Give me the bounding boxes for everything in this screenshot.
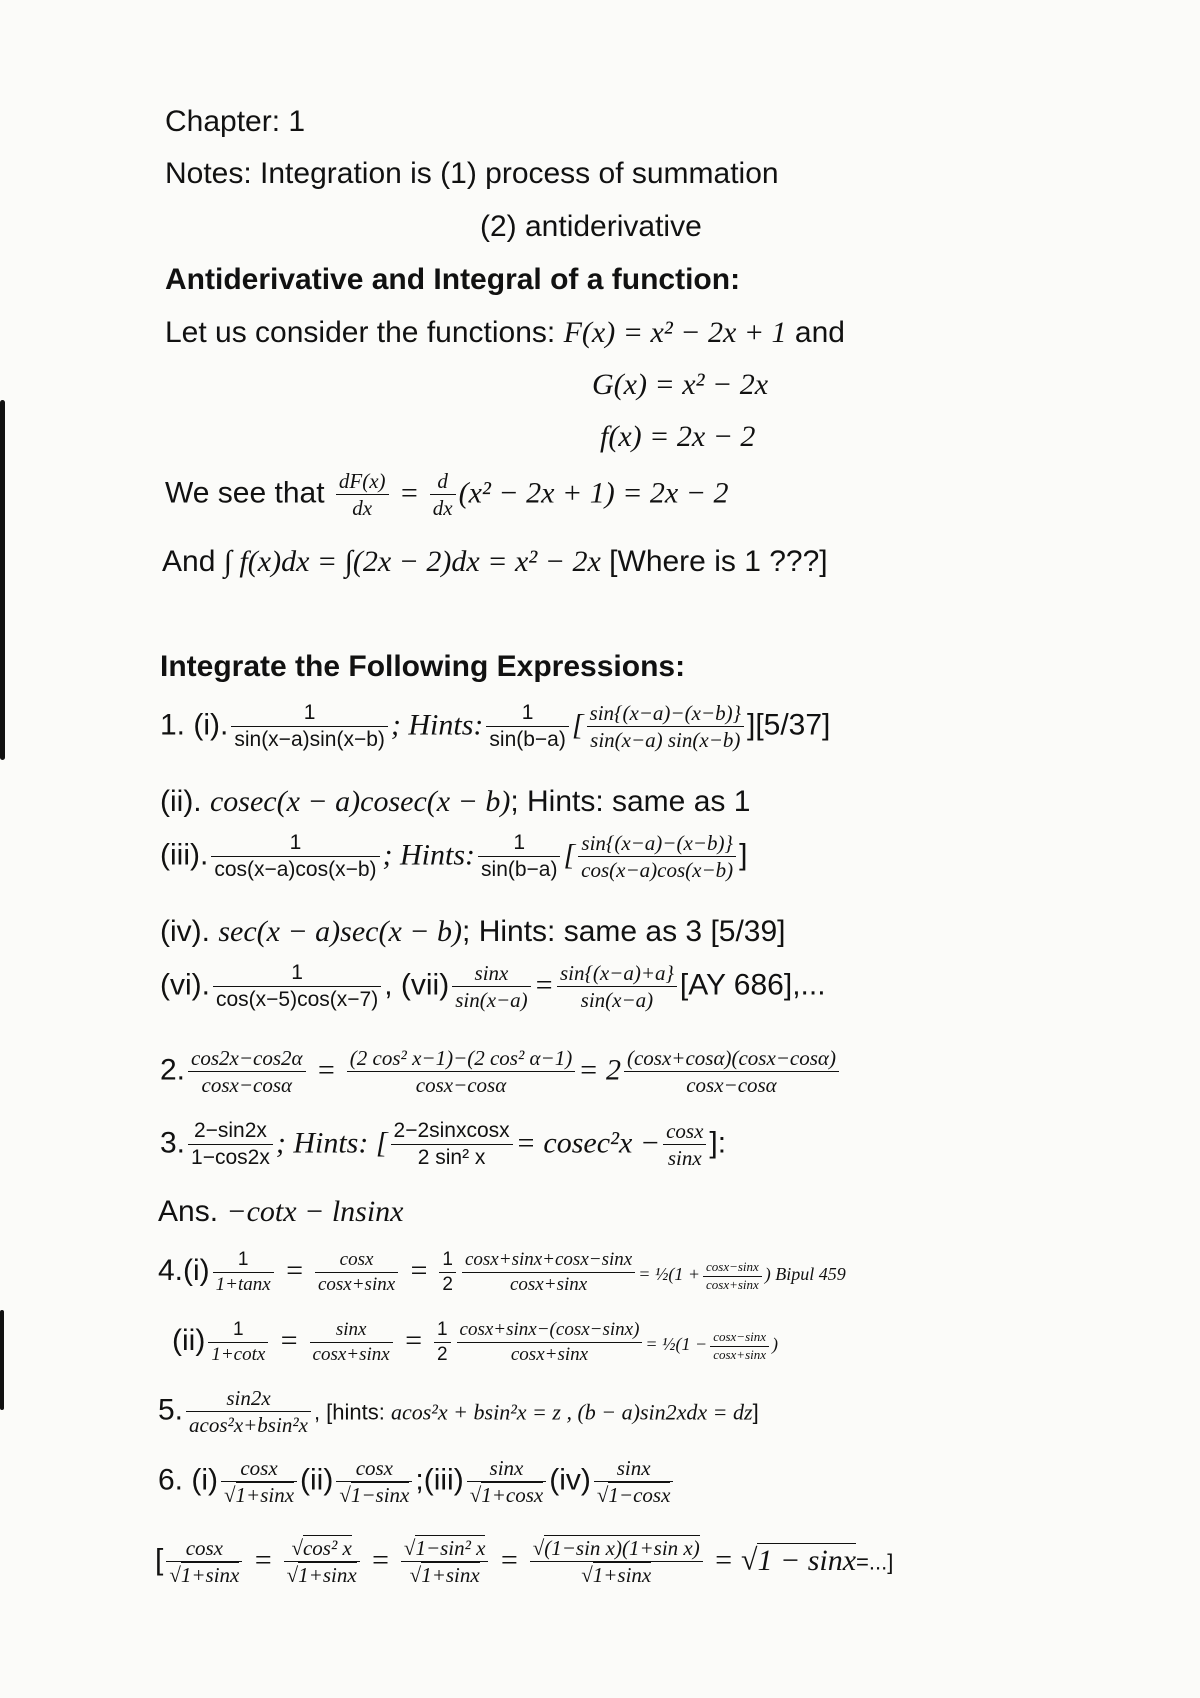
F-definition: F(x) = x² − 2x + 1 (563, 316, 787, 349)
continuation: =...] (856, 1549, 894, 1575)
fraction-denominator: 2 (442, 1273, 453, 1295)
problem-label: (vi). (160, 968, 210, 1002)
equals-sign: = (533, 968, 554, 1002)
fraction-numerator: cosx (166, 1535, 242, 1562)
problem-4-ii: (ii) $\frac{1}{1+\cot x}$ = $\frac{\sin x}{\cos x+\sin x}$ = $\frac{1}{2}$ $\frac{\cos x+\sin x-(\cos x-\sin x)}{\cos x+\sin x}$ = ½(1 − $\frac{\cos x-\sin x}{\cos x+\sin x}$ ) (172, 1319, 779, 1365)
part-label: (iv) (549, 1463, 591, 1497)
we-see-that: We see that (165, 476, 333, 510)
fraction-denominator: sin(x−a)sin(x−b) (234, 728, 385, 752)
fraction-denominator: cosx+sinx (510, 1343, 589, 1365)
problem-3 (160, 1118, 726, 1172)
fraction-denominator: sin(x−a) (580, 988, 654, 1013)
hints-label: ; Hints: (382, 838, 476, 872)
fraction-numerator: cosx (663, 1118, 706, 1145)
fraction-denominator: cosx+sinx (713, 1346, 767, 1362)
fraction-denominator: 1−cosx (608, 1483, 671, 1508)
problem-1-iii: (iii). $\frac{1}{\cos(x-a)\cos(x-b)}$ ; Hints: $\frac{1}{\sin(b-a)}$ [ $\frac{\sin\{(x-a)-(x-b)\}}{\cos(x-a)\cos(x-b)}$ ] (160, 831, 748, 883)
half-factor: = ½(1 − (645, 1334, 708, 1355)
bracket: [ (155, 1543, 164, 1577)
notes-line-1: Notes: Integration is (1) process of summation (165, 157, 779, 190)
fraction-numerator: sin{(x−a)+a} (557, 960, 677, 987)
fraction-numerator: 1 (213, 1248, 274, 1273)
fraction-numerator: 1 (434, 1318, 451, 1343)
bracket: ) (772, 1334, 779, 1355)
problem-math: cosec(x − a)cosec(x − b) (209, 785, 511, 818)
where-note: [Where is 1 ???] (600, 545, 828, 578)
part-label: ;(iii) (415, 1463, 464, 1497)
d-numerator: d (430, 468, 456, 495)
problem-1-ii (160, 785, 750, 820)
problem-6-solution: [ $\frac{\cos x}{√1+\sin x}$ = $\frac{\text{√cos² x}}{√1+\sin x}$ = $\frac{\text{√1−sin² x}}{√1+\sin x}$ = $\frac{\text{√(1−sin x)(1+sin x)}}{√1+\sin x}$ = √1 − sinx=...] (155, 1536, 894, 1588)
fraction-denominator: 1+cosx (481, 1483, 544, 1508)
fraction-numerator: cosx (336, 1455, 412, 1482)
hints-label: ; Hints: (390, 708, 484, 742)
reference: ][5/37] (746, 708, 831, 742)
derivative-line: We see that $\frac{dF(x)}{dx}$ = $\frac{d}{dx}$ (x² − 2x + 1) = 2x − 2 (165, 469, 729, 521)
problem-2: 2. $\frac{\cos 2x-\cos 2\alpha}{\cos x-\cos\alpha}$ = $\frac{\text{(2 cos² x−1)−(2 cos² α−1)}}{\cos x-\cos\alpha}$ = 2 $\frac{(\cos x+\cos\alpha)(\cos x-\cos\alpha)}{\cos x-\cos\alpha}$ (160, 1045, 842, 1099)
half-factor: = ½(1 + (638, 1264, 700, 1285)
fraction-numerator: cosx−sinx (710, 1329, 769, 1346)
fraction-numerator: (2 cos² x−1)−(2 cos² α−1) (347, 1045, 575, 1072)
problem-6: 6. (i) $\frac{\cos x}{√1+\sin x}$ (ii) $\frac{\cos x}{√1-\sin x}$ ;(iii) $\frac{\sin x}{√1+\cos x}$ (iv) $\frac{\sin x}{√1-\cos x}$ (158, 1455, 676, 1509)
problem-3-answer (158, 1195, 404, 1230)
fraction-denominator: 1−sinx (350, 1483, 410, 1508)
fraction-numerator: 1 (478, 830, 560, 857)
fraction-numerator: sinx (310, 1318, 393, 1343)
fraction-denominator: sin(x−a) (455, 988, 528, 1013)
problem-label: 3. (160, 1126, 186, 1160)
fraction-numerator: sinx (452, 960, 531, 987)
fraction-denominator: cos(x−a)cos(x−b) (214, 858, 377, 882)
integral-math: ∫ f(x)dx = ∫(2x − 2)dx = x² − 2x (223, 545, 601, 578)
fraction-denominator: sinx (667, 1146, 702, 1171)
coefficient: = 2 (578, 1053, 621, 1087)
fraction-denominator: acos²x+bsin²x (189, 1413, 308, 1438)
fraction-numerator: 2−sin2x (188, 1118, 273, 1145)
problem-5 (158, 1385, 759, 1439)
result-math: 1 − sinx (757, 1543, 857, 1577)
fraction-denominator: 1+sinx (592, 1563, 652, 1588)
problem-label: (iv). (160, 915, 219, 948)
reference: [AY 686],... (679, 968, 826, 1002)
fraction-denominator: 1+tanx (215, 1273, 271, 1295)
fraction-denominator: 1+cotx (211, 1343, 266, 1365)
hint-text: ; Hints: same as 3 [5/39] (462, 915, 786, 948)
problem-label: 1. (i). (160, 708, 229, 742)
separator: , (vii) (384, 968, 450, 1002)
fraction-numerator: cosx (221, 1455, 297, 1482)
fraction-denominator: cos(x−a)cos(x−b) (581, 858, 734, 883)
fraction-denominator: sin(b−a) (489, 728, 566, 752)
hint-text: ; Hints: same as 1 (510, 785, 751, 818)
fraction-numerator: cosx+sinx−(cosx−sinx) (457, 1318, 643, 1343)
fraction-numerator: 2−2sinxcosx (391, 1118, 513, 1145)
fraction-numerator: cos² x (302, 1536, 352, 1560)
problem-label: 4.(i) (158, 1254, 210, 1288)
section-heading: Integrate the Following Expressions: (160, 650, 686, 683)
fraction-denominator: cosx+sinx (312, 1343, 390, 1365)
answer-label: Ans. (158, 1195, 227, 1228)
fraction-denominator: cosx−cosα (201, 1073, 293, 1098)
fraction-denominator: 1+sinx (298, 1563, 357, 1588)
fraction-denominator: cosx−cosα (686, 1073, 777, 1098)
fraction-numerator: sin2x (186, 1385, 311, 1412)
bracket: ]: (709, 1126, 727, 1160)
fraction-numerator: sinx (467, 1455, 547, 1482)
dx-denominator: dx (432, 496, 453, 521)
fraction-denominator: cosx+sinx (705, 1276, 759, 1292)
fraction-numerator: sin{(x−a)−(x−b)} (578, 830, 736, 857)
dx-denominator: dx (352, 496, 373, 521)
fraction-numerator: 1 (211, 830, 379, 857)
bracket: ] (752, 1399, 759, 1425)
bracket: ) (764, 1264, 771, 1285)
fraction-denominator: sin(b−a) (481, 858, 558, 882)
fraction-numerator: (cosx+cosα)(cosx−cosα) (624, 1045, 839, 1072)
fraction-numerator: cos2x−cos2α (188, 1045, 306, 1072)
bracket: ] (739, 838, 748, 872)
problem-4-i: 4.(i) $\frac{1}{1+\tan x}$ = $\frac{\cos x}{\cos x+\sin x}$ = $\frac{1}{2}$ $\frac{\cos x+\sin x+\cos x-\sin x}{\cos x+\sin x}$ = ½(1 + $\frac{\cos x-\sin x}{\cos x+\sin x}$ ) Bipul 459 (158, 1249, 846, 1295)
problem-label: (ii) (172, 1324, 206, 1358)
G-definition: G(x) = x² − 2x (592, 368, 769, 401)
left-edge-mark (0, 400, 5, 760)
fraction-numerator: 1 (439, 1248, 456, 1273)
fraction-numerator: 1 (213, 960, 381, 987)
fraction-denominator: 2 (436, 1343, 448, 1365)
and-word: and (786, 316, 845, 349)
fraction-denominator: cos(x−5)cos(x−7) (215, 988, 379, 1012)
hints-math: acos²x + bsin²x = z , (b − a)sin2xdx = dz (390, 1399, 753, 1425)
consider-text: Let us consider the functions: (165, 316, 564, 349)
hints-label: , [hints: (313, 1399, 391, 1425)
problem-1-vi (160, 960, 826, 1014)
fraction-numerator: cosx (315, 1248, 398, 1273)
fraction-denominator: cosx+sinx (317, 1273, 396, 1295)
fraction-numerator: 1 (208, 1318, 268, 1343)
fraction-numerator: (1−sin x)(1+sin x) (544, 1536, 700, 1560)
fraction-denominator: 1+sinx (180, 1563, 240, 1588)
problem-label: 5. (158, 1393, 184, 1427)
left-edge-mark (0, 1310, 4, 1410)
chapter-title: Chapter: 1 (165, 105, 306, 138)
fraction-denominator: cosx+sinx (509, 1273, 588, 1295)
hints-label: ; Hints: [ (275, 1126, 388, 1160)
fraction-denominator: 1+sinx (421, 1563, 480, 1588)
problem-1-iv (160, 915, 786, 950)
problem-math: = cosec²x − (515, 1126, 661, 1160)
fraction-numerator: 1 (486, 700, 568, 727)
fraction-numerator: cosx−sinx (703, 1259, 762, 1276)
dF-numerator: dF(x) (336, 468, 389, 495)
f-definition: f(x) = 2x − 2 (600, 420, 756, 453)
part-label: (ii) (300, 1463, 334, 1497)
fraction-denominator: 1+sinx (235, 1483, 295, 1508)
problem-label: (iii). (160, 838, 209, 872)
answer-math: −cotx − lnsinx (226, 1195, 404, 1228)
fraction-denominator: cosx−cosα (415, 1073, 507, 1098)
reference: Bipul 459 (775, 1264, 846, 1285)
fraction-denominator: sin(x−a) sin(x−b) (590, 728, 741, 753)
fraction-numerator: 1 (231, 700, 388, 727)
problem-label: 6. (i) (158, 1463, 218, 1497)
fraction-numerator: cosx+sinx+cosx−sinx (462, 1248, 635, 1273)
fraction-denominator: 1−cos2x (191, 1146, 270, 1170)
fraction-numerator: 1−sin² x (415, 1536, 486, 1560)
notes-line-2: (2) antiderivative (480, 210, 702, 243)
problem-math: sec(x − a)sec(x − b) (218, 915, 463, 948)
fraction-numerator: sin{(x−a)−(x−b)} (587, 700, 744, 727)
consider-line (165, 316, 845, 351)
and-label: And (162, 545, 224, 578)
fraction-denominator: 2 sin² x (417, 1146, 486, 1170)
fraction-numerator: sinx (594, 1455, 674, 1482)
integral-line (162, 545, 828, 580)
section-heading: Antiderivative and Integral of a function: (165, 263, 741, 296)
derivative-rest: (x² − 2x + 1) = 2x − 2 (458, 476, 729, 510)
problem-1-i: 1. (i). $\frac{1}{\sin(x-a)\sin(x-b)}$ ; Hints: $\frac{1}{\sin(b-a)}$ [ $\frac{\sin\{(x-a)-(x-b)\}}{\sin(x-a) \sin(x-b)}$ ][5/37] (160, 701, 831, 753)
problem-label: (ii). (160, 785, 210, 818)
problem-label: 2. (160, 1053, 186, 1087)
